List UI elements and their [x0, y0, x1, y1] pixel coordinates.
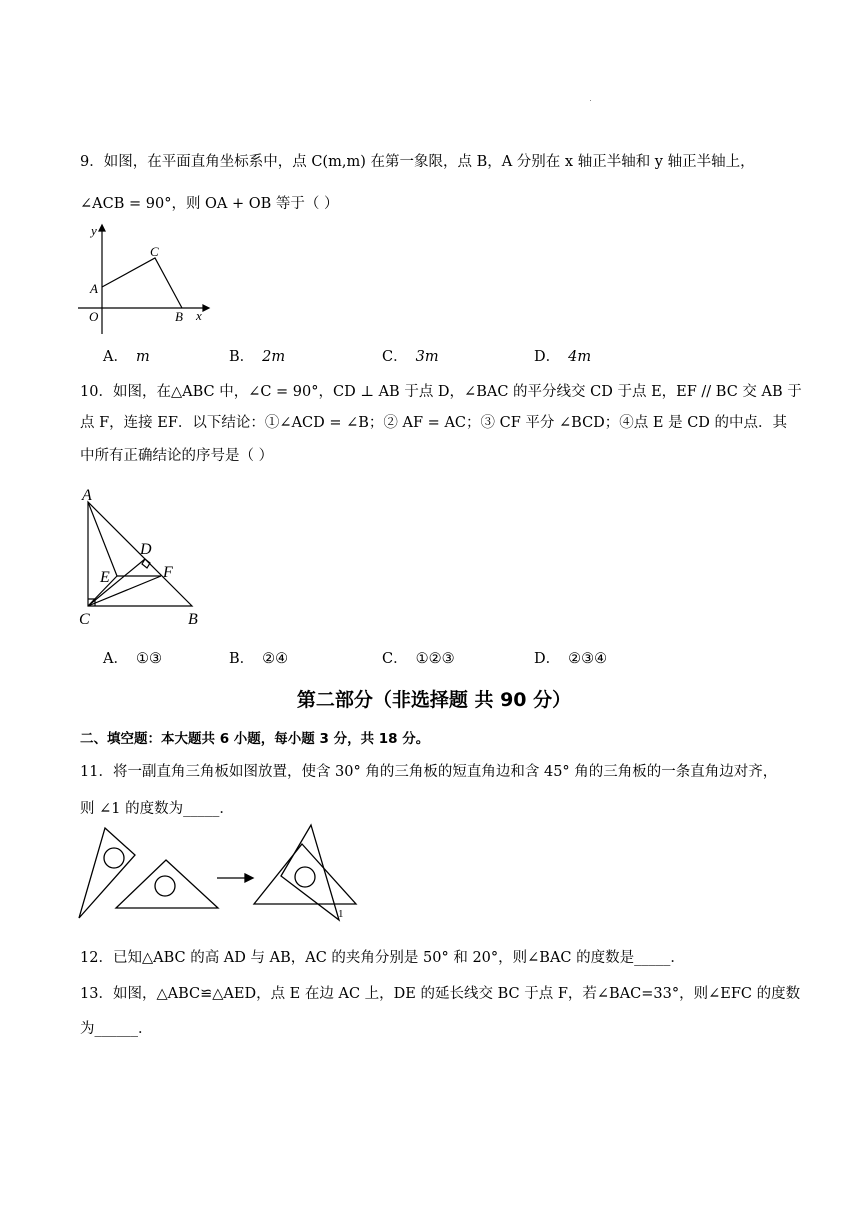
q9-label-a: A	[90, 281, 98, 296]
q10-stem-line2: 点 F，连接 EF．以下结论：①∠ACD = ∠B；② AF = AC；③ CF 平分 ∠BCD；④点 E 是 CD 的中点．其	[80, 415, 788, 431]
q11-30deg-triangle-board	[79, 828, 135, 918]
q11-45deg-triangle-hole	[155, 876, 175, 896]
q11-angle-1-label: 1	[338, 908, 344, 920]
q9-options	[103, 345, 803, 365]
q10-option-d[interactable]: D． ②③④	[534, 651, 608, 667]
q10-label-a: A	[82, 487, 92, 504]
q11-combined-hole	[295, 867, 315, 887]
q10-option-a[interactable]: A． ①③	[103, 651, 162, 667]
q13-stem-line1: 13．如图，△ABC≌△AED，点 E 在边 AC 上，DE 的延长线交 BC 于点 F，若∠BAC=33°，则∠EFC 的度数	[80, 986, 801, 1002]
q9-label-c: C	[150, 244, 159, 259]
q9-option-b[interactable]: B． 2m	[229, 349, 286, 365]
q9-option-d[interactable]: D． 4m	[534, 349, 592, 365]
q10-segment-ae	[88, 502, 117, 576]
q9-label-o: O	[89, 309, 99, 324]
q11-stem-line2: 则 ∠1 的度数为_____．	[80, 801, 234, 817]
q10-segment-cd	[88, 559, 145, 606]
q9-y-arrow	[99, 225, 105, 231]
q9-option-c[interactable]: C． 3m	[382, 349, 439, 365]
q9-label-x: x	[196, 308, 202, 323]
part2-title: 第二部分（非选择题 共 90 分）	[296, 689, 572, 711]
q13-stem-line2: 为______．	[80, 1021, 153, 1037]
q10-segment-cf	[88, 576, 161, 606]
q10-label-f: F	[163, 564, 173, 581]
q9-triangle	[102, 258, 182, 308]
q11-arrow-head	[245, 874, 253, 882]
q11-45deg-triangle-board	[116, 860, 218, 908]
stray-dot	[590, 100, 591, 101]
q9-stem-line1: 9．如图，在平面直角坐标系中，点 C(m,m) 在第一象限，点 B，A 分别在 x 轴正半轴和 y 轴正半轴上，	[80, 154, 755, 170]
q9-label-y: y	[91, 223, 97, 238]
q10-stem-line1: 10．如图，在△ABC 中，∠C = 90°，CD ⊥ AB 于点 D，∠BAC 的平分线交 CD 于点 E，EF // BC 交 AB 于	[80, 384, 802, 400]
q11-30deg-triangle-hole	[104, 848, 124, 868]
q10-figure	[76, 482, 211, 627]
q10-stem-line3: 中所有正确结论的序号是（ ）	[80, 448, 274, 464]
q10-label-b: B	[188, 611, 198, 628]
q11-figure	[76, 825, 366, 925]
q10-label-e: E	[100, 569, 110, 586]
q10-label-d: D	[140, 541, 152, 558]
q9-figure	[75, 222, 215, 327]
q9-option-a[interactable]: A． m	[103, 349, 150, 365]
q10-label-c: C	[79, 611, 90, 628]
q11-stem-line1: 11．将一副直角三角板如图放置，使含 30° 角的三角板的短直角边和含 45° 角的三角板的一条直角边对齐，	[80, 764, 778, 780]
q12-stem: 12．已知△ABC 的高 AD 与 AB，AC 的夹角分别是 50° 和 20°，则∠BAC 的度数是_____．	[80, 950, 685, 966]
section2-heading: 二、填空题：本大题共 6 小题，每小题 3 分，共 18 分。	[80, 731, 430, 747]
q10-options	[103, 647, 803, 667]
q10-option-b[interactable]: B． ②④	[229, 651, 289, 667]
q9-x-arrow	[203, 305, 209, 311]
q10-option-c[interactable]: C． ①②③	[382, 651, 455, 667]
q9-label-b: B	[175, 309, 183, 324]
q11-combined-30deg-board	[281, 825, 339, 920]
q9-stem-line2: ∠ACB = 90°，则 OA + OB 等于（ ）	[80, 196, 339, 212]
